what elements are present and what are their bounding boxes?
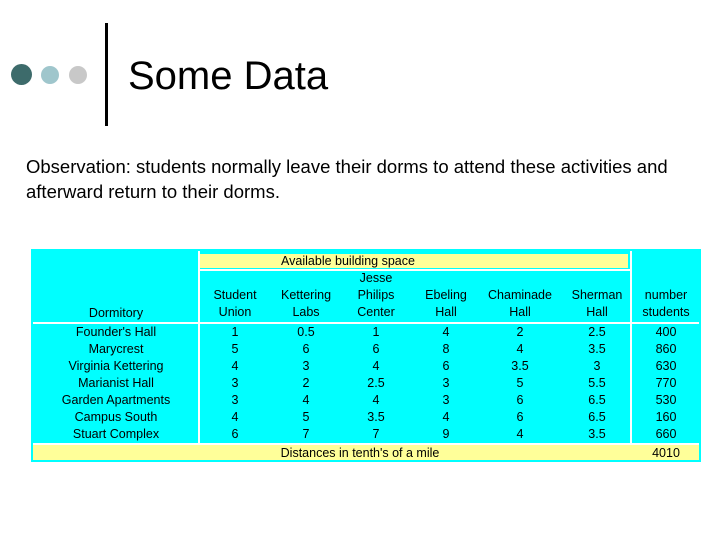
students-header-line1: number	[644, 288, 688, 302]
distance-cell: 5	[302, 410, 310, 424]
distance-cell: 5	[231, 342, 239, 356]
col-separator-students	[630, 251, 632, 444]
students-cell: 630	[655, 359, 677, 373]
distance-cell: 0.5	[297, 325, 315, 339]
distance-cell: 3	[231, 393, 239, 407]
distance-cell: 3	[593, 359, 601, 373]
distance-cell: 2.5	[367, 376, 385, 390]
column-header-line3: Center	[357, 305, 395, 319]
distance-cell: 4	[516, 427, 524, 441]
distance-cell: 7	[302, 427, 310, 441]
column-header-line2: Chaminade	[488, 288, 552, 302]
column-header-line3: Hall	[509, 305, 531, 319]
group-header: Available building space	[281, 254, 415, 268]
students-cell: 860	[655, 342, 677, 356]
distance-cell: 6	[302, 342, 310, 356]
slide-title: Some Data	[128, 54, 329, 98]
row-dormitory-name: Campus South	[74, 410, 158, 424]
title-divider	[105, 23, 108, 126]
column-header-line2: Sherman	[571, 288, 623, 302]
distance-cell: 3.5	[511, 359, 529, 373]
distance-cell: 5.5	[588, 376, 606, 390]
distance-cell: 6	[231, 427, 239, 441]
col-separator-dormitory	[198, 251, 200, 444]
footer-note: Distances in tenth's of a mile	[280, 446, 440, 460]
total-students: 4010	[652, 446, 680, 460]
bullet-dot-light	[41, 66, 59, 84]
row-dormitory-name: Marycrest	[88, 342, 144, 356]
distance-cell: 5	[516, 376, 524, 390]
row-dormitory-name: Marianist Hall	[78, 376, 154, 390]
distance-cell: 4	[231, 410, 239, 424]
column-header-line2: Kettering	[280, 288, 332, 302]
distance-cell: 3.5	[588, 427, 606, 441]
distance-cell: 6	[372, 342, 380, 356]
distance-cell: 6.5	[588, 393, 606, 407]
students-header-line2: students	[642, 305, 690, 319]
distance-cell: 2	[302, 376, 310, 390]
distance-cell: 1	[372, 325, 380, 339]
distance-cell: 6	[442, 359, 450, 373]
distance-cell: 9	[442, 427, 450, 441]
distance-cell: 6	[516, 410, 524, 424]
bullet-dot-dark	[11, 64, 32, 85]
header-row-separator	[33, 322, 699, 324]
distance-cell: 4	[442, 325, 450, 339]
distance-cell: 8	[442, 342, 450, 356]
column-header-line3: Labs	[292, 305, 320, 319]
distance-cell: 3	[302, 359, 310, 373]
students-cell: 400	[655, 325, 677, 339]
row-dormitory-name: Virginia Kettering	[68, 359, 164, 373]
students-cell: 530	[655, 393, 677, 407]
distance-cell: 3.5	[588, 342, 606, 356]
row-header: Dormitory	[88, 306, 144, 320]
column-header-line2: Philips	[357, 288, 395, 302]
distance-cell: 4	[302, 393, 310, 407]
distance-cell: 3.5	[367, 410, 385, 424]
row-dormitory-name: Stuart Complex	[72, 427, 160, 441]
column-header-line3: Hall	[435, 305, 457, 319]
distance-cell: 1	[231, 325, 239, 339]
distance-cell: 3	[442, 376, 450, 390]
distance-cell: 6	[516, 393, 524, 407]
column-header-line2: Ebeling	[425, 288, 467, 302]
group-header-separator	[200, 269, 630, 271]
distance-cell: 2.5	[588, 325, 606, 339]
students-cell: 160	[655, 410, 677, 424]
column-header-line3: Union	[218, 305, 252, 319]
distance-cell: 4	[442, 410, 450, 424]
distance-cell: 4	[372, 359, 380, 373]
students-cell: 770	[655, 376, 677, 390]
distance-cell: 7	[372, 427, 380, 441]
observation-text: Observation: students normally leave their dorms to attend these activities and afterward return to their dorms.	[26, 156, 668, 202]
distance-cell: 4	[231, 359, 239, 373]
column-header-line1: Jesse	[359, 271, 393, 285]
column-header-line3: Hall	[586, 305, 608, 319]
distance-cell: 6.5	[588, 410, 606, 424]
distance-cell: 3	[442, 393, 450, 407]
row-dormitory-name: Founder's Hall	[75, 325, 157, 339]
row-dormitory-name: Garden Apartments	[61, 393, 171, 407]
distance-cell: 2	[516, 325, 524, 339]
footer-row-separator	[33, 443, 699, 445]
distance-cell: 4	[372, 393, 380, 407]
column-header-line2: Student	[213, 288, 257, 302]
distance-cell: 4	[516, 342, 524, 356]
bullet-dot-gray	[69, 66, 87, 84]
students-cell: 660	[655, 427, 677, 441]
distance-cell: 3	[231, 376, 239, 390]
